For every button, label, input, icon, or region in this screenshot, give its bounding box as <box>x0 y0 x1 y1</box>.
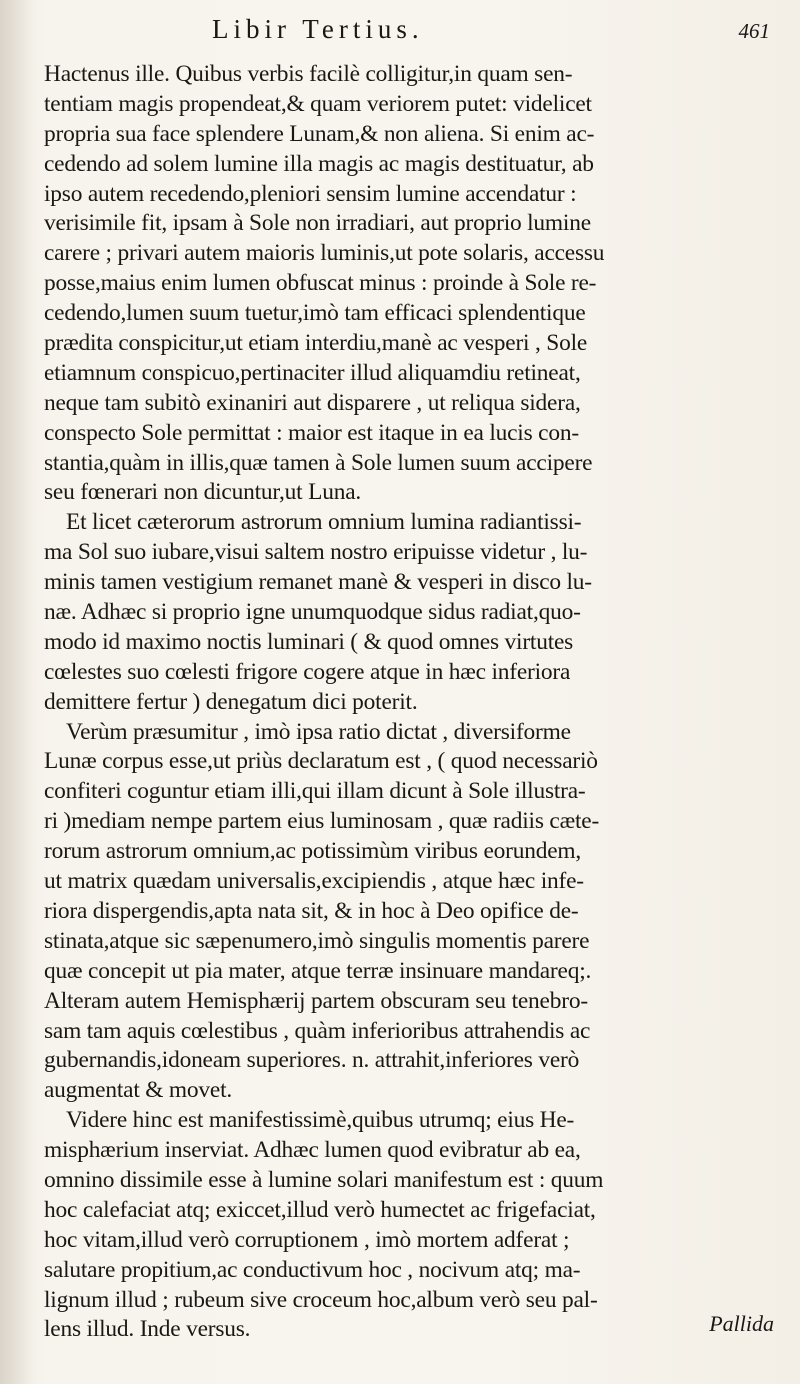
text-line: ma Sol suo iubare,visui saltem nostro eripuisse videtur , lu- <box>44 539 588 566</box>
text-line: etiamnum conspicuo,pertinaciter illud aliquamdiu retineat, <box>44 359 581 386</box>
text-line: lignum illud ; rubeum sive croceum hoc,album verò seu pal- <box>44 1286 598 1313</box>
running-title: Libir Tertius. <box>212 14 424 44</box>
text-line: lens illud. Inde versus. <box>44 1316 251 1343</box>
running-head <box>44 14 780 60</box>
text-line: conspecto Sole permittat : maior est itaque in ea lucis con- <box>44 419 579 446</box>
text-line: cedendo ad solem lumine illa magis ac magis destituatur, ab <box>44 150 594 177</box>
gutter-shadow <box>0 0 34 1384</box>
text-line: sam tam aquis cœlestibus , quàm inferioribus attrahendis ac <box>44 1017 591 1044</box>
page-number: 461 <box>738 19 770 43</box>
text-line: Alteram autem Hemisphærij partem obscuram seu tenebro- <box>44 987 588 1014</box>
text-line: prædita conspicitur,ut etiam interdiu,manè ac vesperi , Sole <box>44 330 588 357</box>
text-line: stantia,quàm in illis,quæ tamen à Sole lumen suum accipere <box>44 449 593 476</box>
text-line: tentiam magis propendeat,& quam veriorem putet: videlicet <box>44 90 592 117</box>
text-line: hoc calefaciat atq; exiccet,illud verò humectet ac frigefaciat, <box>44 1196 596 1223</box>
paragraph-start-line: Et licet cæterorum astrorum omnium lumina radiantissi- <box>66 509 582 536</box>
text-line: cedendo,lumen suum tuetur,imò tam efficaci splendentique <box>44 300 586 327</box>
text-line: quæ concepit ut pia mater, atque terræ insinuare mandareq;. <box>44 957 592 984</box>
body-text <box>44 60 780 1345</box>
text-line: posse,maius enim lumen obfuscat minus : proinde à Sole re- <box>44 270 597 297</box>
text-line: confiteri coguntur etiam illi,qui illam dicunt à Sole illustra- <box>44 778 586 805</box>
text-line: ipso autem recedendo,pleniori sensim lumine accendatur : <box>44 180 577 207</box>
text-line: omnino dissimile esse à lumine solari manifestum est : quum <box>44 1166 604 1193</box>
text-line: stinata,atque sic sæpenumero,imò singulis momentis parere <box>44 927 590 954</box>
text-line: salutare propitium,ac conductivum hoc , nocivum atq; ma- <box>44 1256 581 1283</box>
text-line: ut matrix quædam universalis,excipiendis , atque hæc infe- <box>44 868 584 895</box>
paragraph-start-line: Videre hinc est manifestissimè,quibus utrumq; eius He- <box>66 1107 575 1134</box>
text-line: neque tam subitò exinaniri aut disparere , ut reliqua sidera, <box>44 389 581 416</box>
text-line: verisimile fit, ipsam à Sole non irradiari, aut proprio lumine <box>44 210 591 237</box>
text-line: minis tamen vestigium remanet manè & vesperi in disco lu- <box>44 569 592 596</box>
text-line: modo id maximo noctis luminari ( & quod omnes virtutes <box>44 628 574 655</box>
text-line: augmentat & movet. <box>44 1077 233 1104</box>
text-line: riora dispergendis,apta nata sit, & in hoc à Deo opifice de- <box>44 897 579 924</box>
text-line: gubernandis,idoneam superiores. n. attrahit,inferiores verò <box>44 1047 580 1074</box>
text-line: propria sua face splendere Lunam,& non aliena. Si enim ac- <box>44 120 595 147</box>
catchword: Pallida <box>709 1311 774 1336</box>
text-line: Lunæ corpus esse,ut priùs declaratum est , ( quod necessariò <box>44 748 598 775</box>
text-line: Hactenus ille. Quibus verbis facilè colligitur,in quam sen- <box>44 61 573 87</box>
text-line: carere ; privari autem maioris luminis,ut pote solaris, accessu <box>44 240 605 267</box>
text-line: ri )mediam nempe partem eius luminosam , quæ radiis cæte- <box>44 808 600 835</box>
paragraph-start-line: Verùm præsumitur , imò ipsa ratio dictat , diversiforme <box>66 718 571 745</box>
text-line: næ. Adhæc si proprio igne unumquodque sidus radiat,quo- <box>44 599 581 626</box>
text-line: demittere fertur ) denegatum dici poterit. <box>44 688 418 715</box>
text-line: cœlestes suo cœlesti frigore cogere atque in hæc inferiora <box>44 658 571 685</box>
text-line: hoc vitam,illud verò corruptionem , imò mortem adferat ; <box>44 1226 570 1253</box>
text-line: rorum astrorum omnium,ac potissimùm viribus eorundem, <box>44 838 582 865</box>
text-line: misphærium inserviat. Adhæc lumen quod evibratur ab ea, <box>44 1137 581 1164</box>
text-line: seu fœnerari non dicuntur,ut Luna. <box>44 479 362 506</box>
